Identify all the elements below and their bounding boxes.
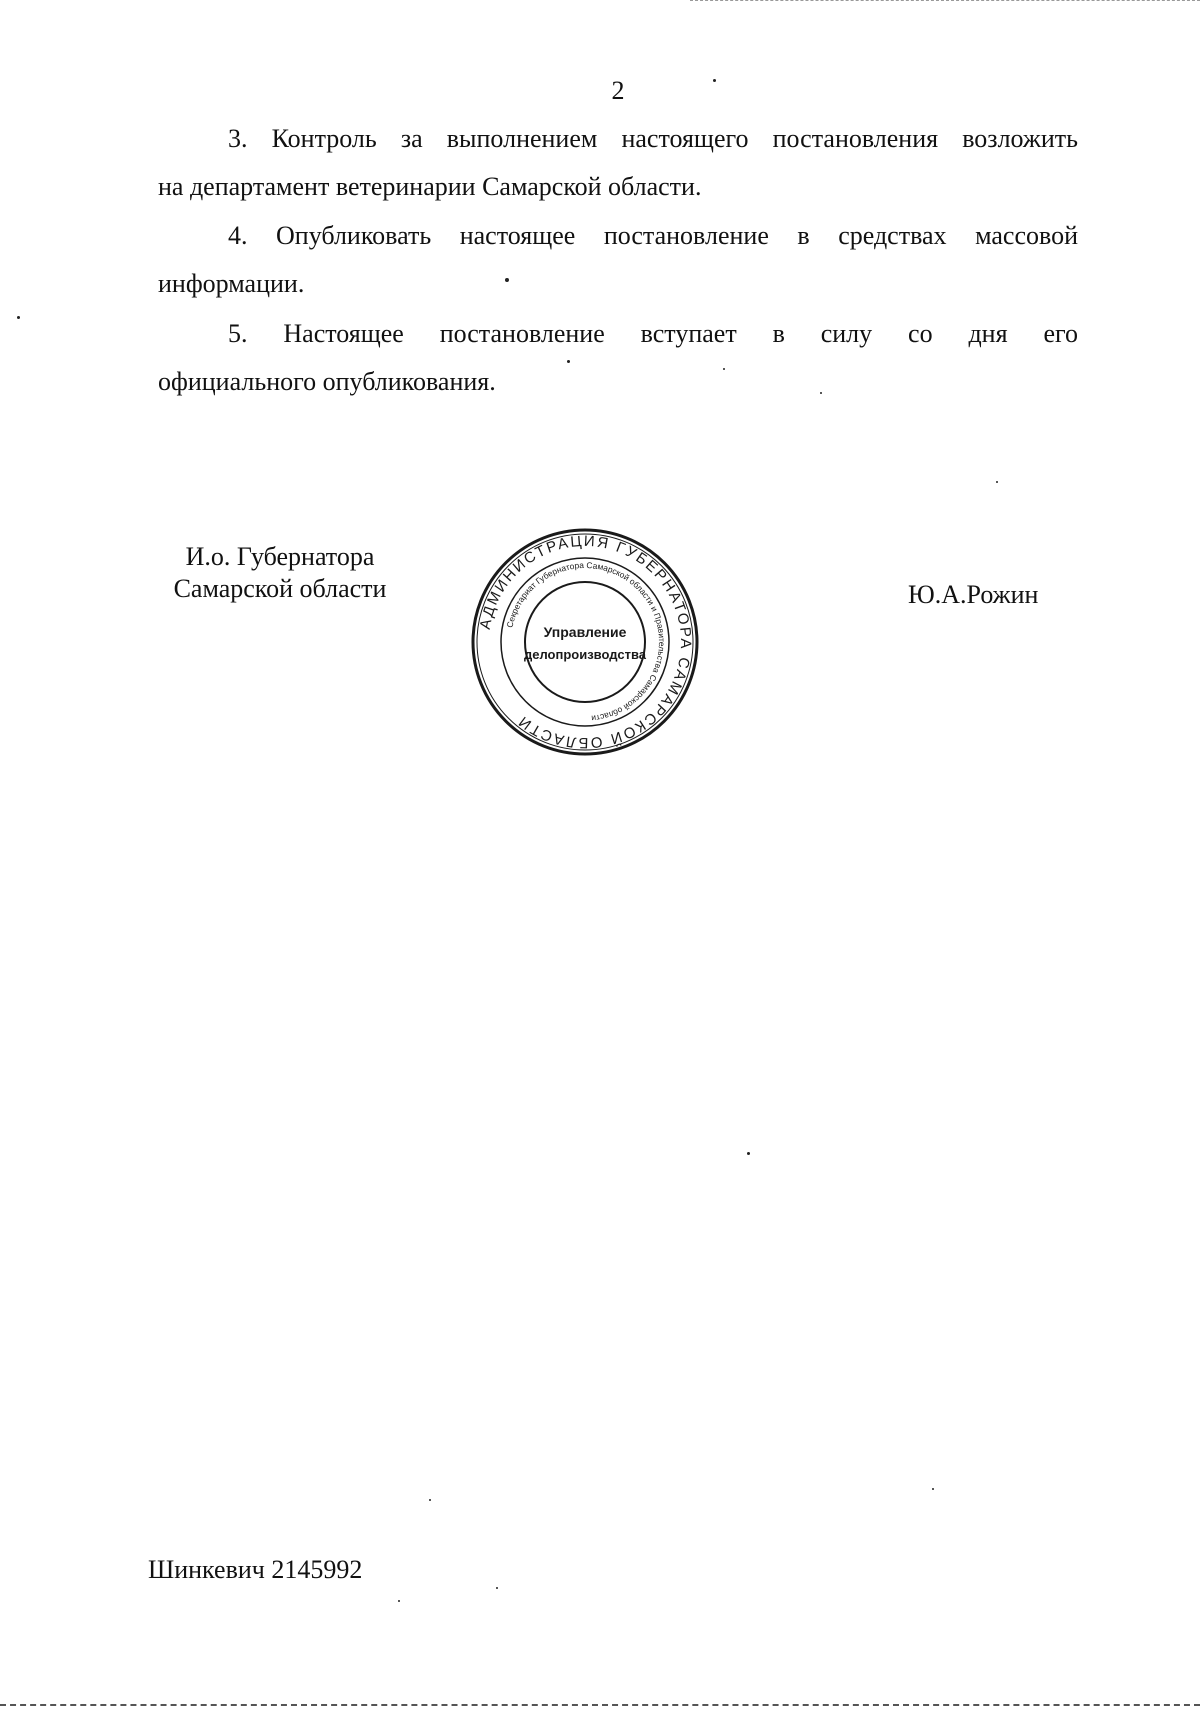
stamp-center-line2: делопроизводства: [523, 647, 647, 662]
paragraph-4: [158, 212, 1078, 308]
stamp-inner-ring: [525, 582, 645, 702]
scan-speck: [747, 1152, 750, 1155]
stamp-middle-ring: [501, 558, 669, 726]
paragraph-3-first-line: 3. Контроль за выполнением настоящего постановления возложить: [228, 124, 1078, 153]
paragraph-5: [158, 310, 1078, 406]
executor-footer: Шинкевич 2145992: [148, 1555, 363, 1584]
scan-speck: [398, 1600, 400, 1602]
scan-speck: [505, 278, 509, 282]
signatory-position-line1: И.о. Губернатора: [185, 542, 375, 571]
paragraph-5-first-line: 5. Настоящее постановление вступает в силу со дня его: [228, 319, 1078, 348]
scan-speck: [17, 316, 20, 319]
paragraph-4-continuation: информации.: [158, 269, 305, 298]
paragraph-3: [158, 115, 1078, 211]
scan-speck: [567, 360, 570, 363]
scan-speck: [496, 1587, 498, 1589]
scan-speck: [429, 1499, 431, 1501]
paragraph-4-first-line: 4. Опубликовать настоящее постановление в средствах массовой: [228, 221, 1078, 250]
scan-speck: [820, 392, 822, 394]
paragraph-5-continuation: официального опубликования.: [158, 367, 496, 396]
scan-edge-top: [690, 0, 1200, 3]
scan-speck: [996, 481, 998, 483]
signatory-position-line2: Самарской области: [173, 574, 387, 603]
scan-speck: [713, 79, 716, 82]
page-number: 2: [611, 76, 625, 105]
scan-speck: [932, 1488, 934, 1490]
scan-speck: [723, 368, 725, 370]
signatory-position: [160, 541, 400, 605]
stamp-middle-text: Секретариат Губернатора Самарской области и Правительства Самарской области: [504, 559, 668, 724]
signatory-name: Ю.А.Рожин: [908, 580, 1039, 609]
official-stamp: [470, 527, 700, 757]
stamp-outer-text: АДМИНИСТРАЦИЯ ГУБЕРНАТОРА САМАРСКОЙ ОБЛАСТИ: [476, 532, 695, 752]
scan-edge-bottom: [0, 1704, 1200, 1709]
paragraph-3-continuation: на департамент ветеринарии Самарской области.: [158, 172, 702, 201]
stamp-center-line1: Управление: [543, 624, 627, 640]
